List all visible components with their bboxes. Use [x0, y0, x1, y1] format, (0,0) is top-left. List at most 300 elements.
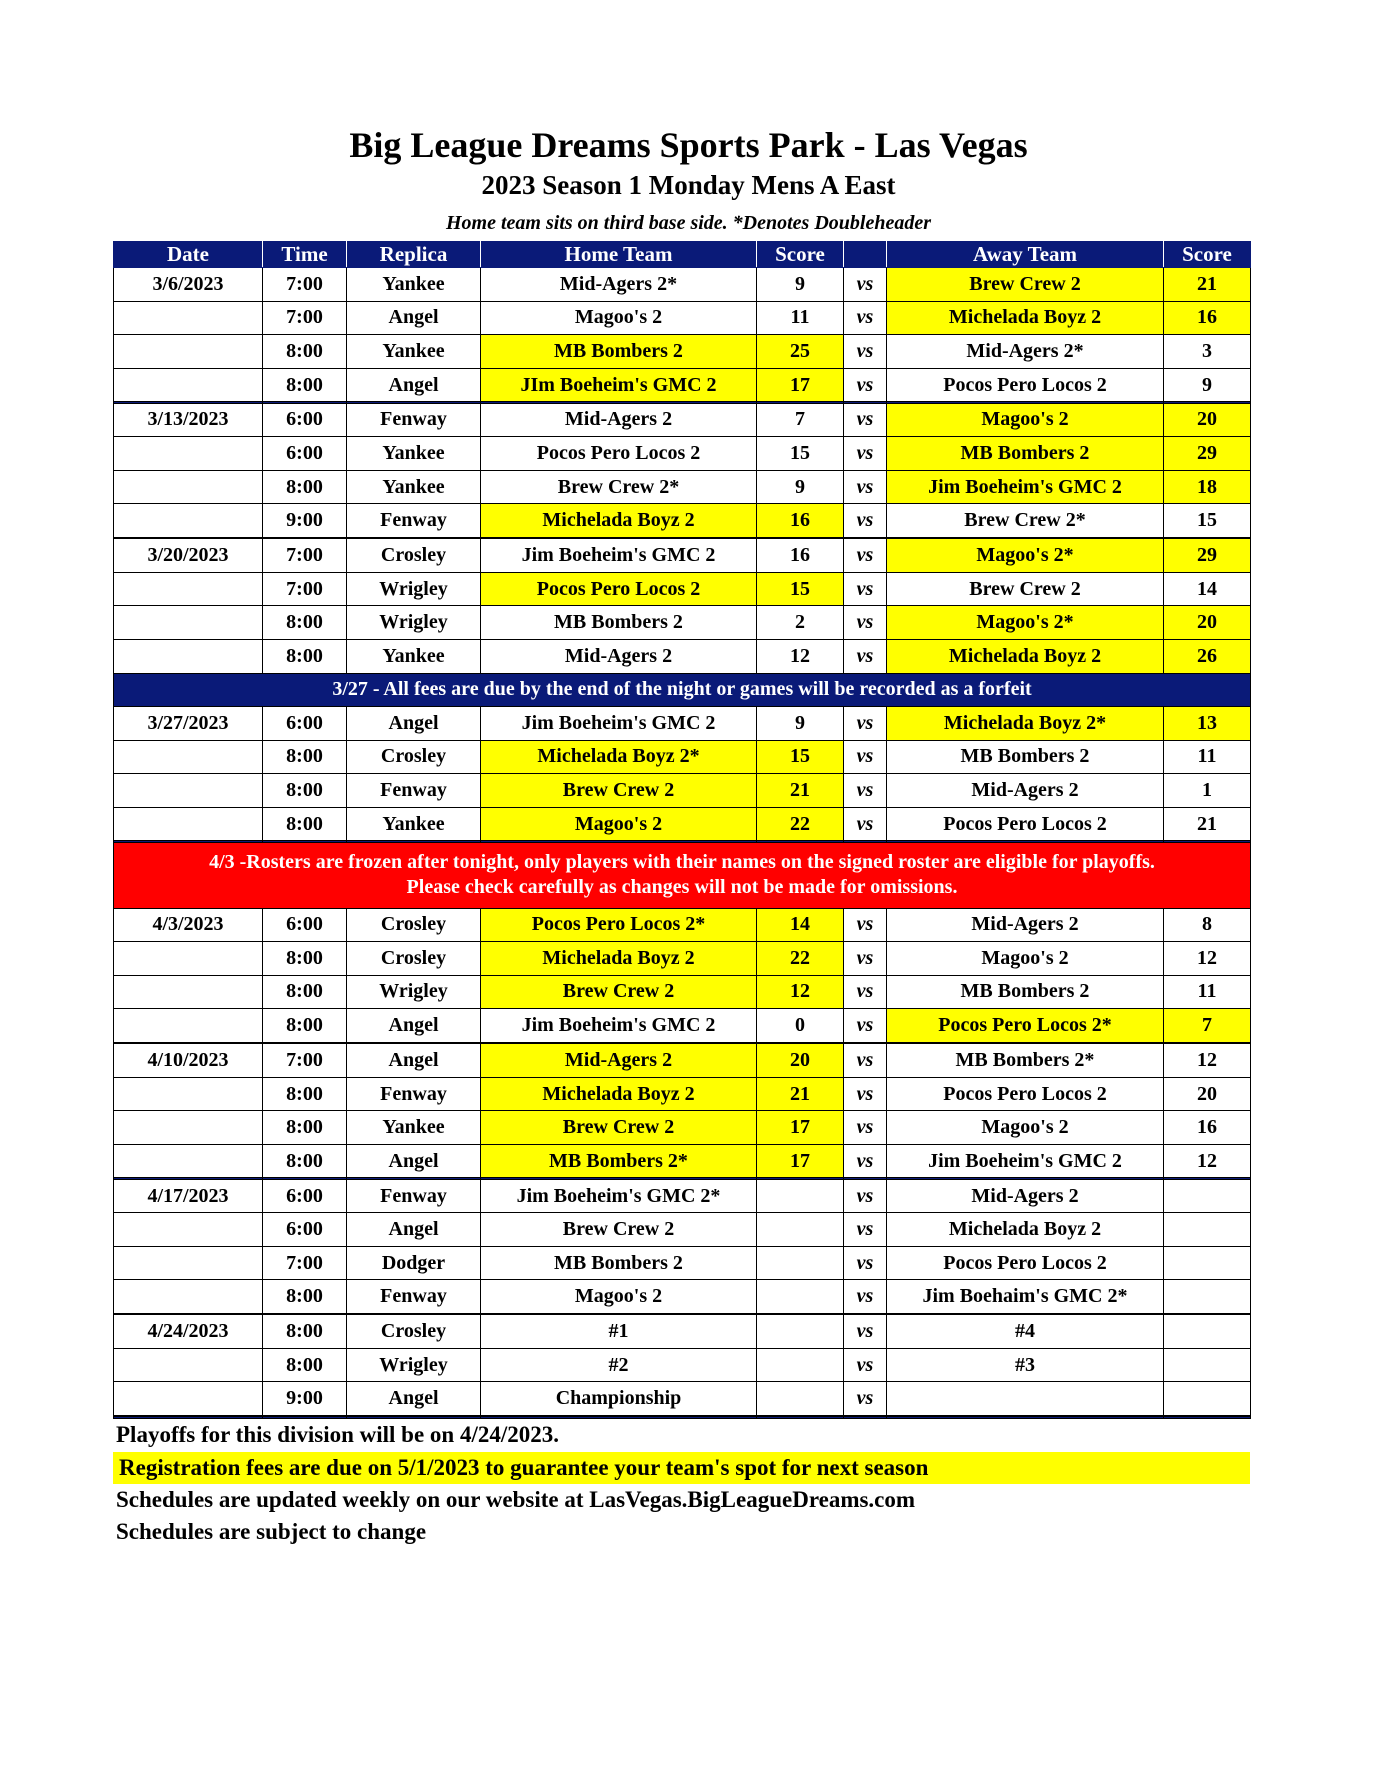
home-team: Michelada Boyz 2 — [481, 1077, 757, 1111]
footer-website: Schedules are updated weekly on our website at LasVegas.BigLeagueDreams.com — [116, 1487, 916, 1512]
away-team: MB Bombers 2 — [887, 437, 1164, 471]
away-team: Brew Crew 2* — [887, 504, 1164, 538]
away-score: 3 — [1164, 335, 1251, 369]
vs-label: vs — [844, 1246, 887, 1280]
away-team: Jim Boeheim's GMC 2 — [887, 1144, 1164, 1178]
vs-label: vs — [844, 1382, 887, 1416]
schedule-table — [113, 241, 1251, 1419]
away-team: MB Bombers 2 — [887, 740, 1164, 774]
home-team: #2 — [481, 1348, 757, 1382]
game-date: 3/20/2023 — [114, 539, 263, 573]
away-team: Brew Crew 2 — [887, 572, 1164, 606]
game-date: 4/17/2023 — [114, 1179, 263, 1213]
game-date: 4/24/2023 — [114, 1315, 263, 1349]
game-time: 8:00 — [263, 975, 347, 1009]
game-row — [114, 301, 1251, 335]
away-score: 29 — [1164, 539, 1251, 573]
col-header-away-score: Score — [1164, 242, 1251, 268]
away-score: 12 — [1164, 942, 1251, 976]
game-date — [114, 572, 263, 606]
field-replica: Crosley — [347, 740, 481, 774]
field-replica: Fenway — [347, 1179, 481, 1213]
game-time: 8:00 — [263, 774, 347, 808]
game-date — [114, 1144, 263, 1178]
game-row — [114, 1382, 1251, 1416]
home-score: 17 — [757, 1144, 844, 1178]
game-date — [114, 368, 263, 402]
game-date — [114, 1280, 263, 1314]
game-date — [114, 1077, 263, 1111]
col-header-home-team: Home Team — [481, 242, 757, 268]
vs-label: vs — [844, 301, 887, 335]
home-team: Brew Crew 2 — [481, 1111, 757, 1145]
vs-label: vs — [844, 403, 887, 437]
away-team: Magoo's 2* — [887, 606, 1164, 640]
field-replica: Yankee — [347, 437, 481, 471]
game-row — [114, 1044, 1251, 1078]
home-team: Brew Crew 2 — [481, 1213, 757, 1247]
home-team: #1 — [481, 1315, 757, 1349]
home-score: 22 — [757, 942, 844, 976]
game-date — [114, 942, 263, 976]
game-row — [114, 908, 1251, 942]
field-replica: Yankee — [347, 470, 481, 504]
home-score — [757, 1246, 844, 1280]
away-team: Pocos Pero Locos 2* — [887, 1009, 1164, 1043]
game-time: 8:00 — [263, 1077, 347, 1111]
page-subtitle: 2023 Season 1 Monday Mens A East — [481, 170, 896, 200]
home-score: 7 — [757, 403, 844, 437]
vs-label: vs — [844, 707, 887, 741]
field-replica: Angel — [347, 1044, 481, 1078]
game-date — [114, 639, 263, 673]
away-team: Pocos Pero Locos 2 — [887, 1077, 1164, 1111]
vs-label: vs — [844, 1044, 887, 1078]
game-date — [114, 1348, 263, 1382]
away-team: Michelada Boyz 2 — [887, 639, 1164, 673]
home-score — [757, 1179, 844, 1213]
field-replica: Yankee — [347, 639, 481, 673]
away-score: 16 — [1164, 1111, 1251, 1145]
game-row — [114, 807, 1251, 841]
vs-label: vs — [844, 975, 887, 1009]
game-time: 6:00 — [263, 403, 347, 437]
away-team: MB Bombers 2 — [887, 975, 1164, 1009]
field-replica: Crosley — [347, 942, 481, 976]
vs-label: vs — [844, 1348, 887, 1382]
field-replica: Fenway — [347, 1077, 481, 1111]
home-team: Mid-Agers 2 — [481, 639, 757, 673]
vs-label: vs — [844, 1144, 887, 1178]
empty-cell — [114, 1417, 263, 1419]
home-score — [757, 1348, 844, 1382]
away-team: Michelada Boyz 2* — [887, 707, 1164, 741]
game-date: 3/27/2023 — [114, 707, 263, 741]
away-team: Magoo's 2 — [887, 403, 1164, 437]
game-row — [114, 1144, 1251, 1178]
home-team: Brew Crew 2* — [481, 470, 757, 504]
away-team: Magoo's 2 — [887, 1111, 1164, 1145]
game-date — [114, 606, 263, 640]
roster-warning-line2: Please check carefully as changes will not be made for omissions. — [406, 876, 958, 899]
home-score: 25 — [757, 335, 844, 369]
home-team: Brew Crew 2 — [481, 774, 757, 808]
away-score: 29 — [1164, 437, 1251, 471]
game-date — [114, 1213, 263, 1247]
game-row — [114, 774, 1251, 808]
home-team: Magoo's 2 — [481, 1280, 757, 1314]
away-score — [1164, 1179, 1251, 1213]
home-score: 17 — [757, 368, 844, 402]
home-score: 11 — [757, 301, 844, 335]
empty-cell — [1164, 1417, 1251, 1419]
away-team: Magoo's 2 — [887, 942, 1164, 976]
home-team: MB Bombers 2 — [481, 335, 757, 369]
game-row — [114, 1179, 1251, 1213]
vs-label: vs — [844, 268, 887, 302]
away-team: Mid-Agers 2 — [887, 908, 1164, 942]
home-team: Magoo's 2 — [481, 807, 757, 841]
game-row — [114, 403, 1251, 437]
field-replica: Wrigley — [347, 606, 481, 640]
game-date — [114, 470, 263, 504]
schedule-body — [114, 268, 1251, 1419]
page-title: Big League Dreams Sports Park - Las Vegas — [349, 125, 1028, 165]
game-time: 8:00 — [263, 470, 347, 504]
game-row — [114, 975, 1251, 1009]
home-team: MB Bombers 2 — [481, 1246, 757, 1280]
game-row — [114, 335, 1251, 369]
field-replica: Wrigley — [347, 1348, 481, 1382]
game-time: 9:00 — [263, 504, 347, 538]
game-date — [114, 1246, 263, 1280]
home-score: 15 — [757, 437, 844, 471]
col-header-home-score: Score — [757, 242, 844, 268]
home-score: 21 — [757, 774, 844, 808]
col-header-away-team: Away Team — [887, 242, 1164, 268]
vs-label: vs — [844, 335, 887, 369]
vs-label: vs — [844, 606, 887, 640]
vs-label: vs — [844, 807, 887, 841]
vs-label: vs — [844, 639, 887, 673]
home-score — [757, 1213, 844, 1247]
field-replica: Angel — [347, 1009, 481, 1043]
field-replica: Fenway — [347, 774, 481, 808]
field-replica: Angel — [347, 1144, 481, 1178]
away-team: Michelada Boyz 2 — [887, 1213, 1164, 1247]
vs-label: vs — [844, 942, 887, 976]
away-score: 16 — [1164, 301, 1251, 335]
game-row — [114, 1315, 1251, 1349]
separator-row — [114, 1417, 1251, 1419]
home-team: Michelada Boyz 2* — [481, 740, 757, 774]
footer-registration: Registration fees are due on 5/1/2023 to guarantee your team's spot for next season — [113, 1452, 1250, 1484]
home-score: 12 — [757, 639, 844, 673]
vs-label: vs — [844, 470, 887, 504]
away-score: 1 — [1164, 774, 1251, 808]
vs-label: vs — [844, 1077, 887, 1111]
empty-cell — [347, 1417, 481, 1419]
game-time: 7:00 — [263, 1044, 347, 1078]
footer-playoffs: Playoffs for this division will be on 4/24/2023. — [116, 1422, 560, 1447]
game-date — [114, 1009, 263, 1043]
away-score: 18 — [1164, 470, 1251, 504]
vs-label: vs — [844, 1213, 887, 1247]
game-date — [114, 1382, 263, 1416]
game-time: 8:00 — [263, 1348, 347, 1382]
home-score: 20 — [757, 1044, 844, 1078]
game-row — [114, 539, 1251, 573]
home-score: 12 — [757, 975, 844, 1009]
away-score: 12 — [1164, 1144, 1251, 1178]
game-date — [114, 975, 263, 1009]
home-team: MB Bombers 2* — [481, 1144, 757, 1178]
field-replica: Crosley — [347, 1315, 481, 1349]
game-row — [114, 504, 1251, 538]
empty-cell — [263, 1417, 347, 1419]
field-replica: Angel — [347, 1382, 481, 1416]
game-time: 6:00 — [263, 908, 347, 942]
game-row — [114, 1213, 1251, 1247]
field-replica: Yankee — [347, 1111, 481, 1145]
game-row — [114, 1009, 1251, 1043]
away-team: Pocos Pero Locos 2 — [887, 368, 1164, 402]
home-team: Michelada Boyz 2 — [481, 504, 757, 538]
game-time: 8:00 — [263, 807, 347, 841]
home-score: 17 — [757, 1111, 844, 1145]
home-score — [757, 1315, 844, 1349]
game-date — [114, 504, 263, 538]
field-replica: Fenway — [347, 1280, 481, 1314]
home-team: Championship — [481, 1382, 757, 1416]
game-row — [114, 470, 1251, 504]
home-team: Jim Boeheim's GMC 2 — [481, 1009, 757, 1043]
home-team: Jim Boeheim's GMC 2 — [481, 539, 757, 573]
game-time: 8:00 — [263, 1111, 347, 1145]
home-score: 9 — [757, 470, 844, 504]
roster-warning-line1: 4/3 -Rosters are frozen after tonight, only players with their names on the signed roster are eligible for playoffs. — [209, 851, 1155, 874]
field-replica: Crosley — [347, 539, 481, 573]
game-date — [114, 335, 263, 369]
home-score — [757, 1382, 844, 1416]
home-team: JIm Boeheim's GMC 2 — [481, 368, 757, 402]
home-score: 21 — [757, 1077, 844, 1111]
vs-label: vs — [844, 539, 887, 573]
empty-cell — [757, 1417, 844, 1419]
field-replica: Angel — [347, 301, 481, 335]
home-score: 14 — [757, 908, 844, 942]
game-row — [114, 606, 1251, 640]
vs-label: vs — [844, 1280, 887, 1314]
game-row — [114, 1077, 1251, 1111]
game-date: 4/10/2023 — [114, 1044, 263, 1078]
field-replica: Angel — [347, 1213, 481, 1247]
game-date — [114, 774, 263, 808]
away-score — [1164, 1246, 1251, 1280]
away-team: #4 — [887, 1315, 1164, 1349]
home-team: MB Bombers 2 — [481, 606, 757, 640]
game-row — [114, 1111, 1251, 1145]
game-date — [114, 1111, 263, 1145]
field-replica: Yankee — [347, 807, 481, 841]
game-date — [114, 301, 263, 335]
away-team: Pocos Pero Locos 2 — [887, 1246, 1164, 1280]
footer-disclaimer: Schedules are subject to change — [116, 1519, 427, 1544]
away-team: Michelada Boyz 2 — [887, 301, 1164, 335]
game-row — [114, 1280, 1251, 1314]
away-team: Jim Boehaim's GMC 2* — [887, 1280, 1164, 1314]
vs-label: vs — [844, 908, 887, 942]
game-time: 6:00 — [263, 1179, 347, 1213]
home-team: Pocos Pero Locos 2 — [481, 572, 757, 606]
vs-label: vs — [844, 1111, 887, 1145]
game-row — [114, 1348, 1251, 1382]
away-score: 21 — [1164, 807, 1251, 841]
table-header-row — [114, 242, 1251, 268]
home-team: Jim Boeheim's GMC 2 — [481, 707, 757, 741]
game-time: 7:00 — [263, 301, 347, 335]
away-team: MB Bombers 2* — [887, 1044, 1164, 1078]
home-score: 15 — [757, 740, 844, 774]
empty-cell — [481, 1417, 757, 1419]
away-team: Mid-Agers 2* — [887, 335, 1164, 369]
vs-label: vs — [844, 504, 887, 538]
away-score: 7 — [1164, 1009, 1251, 1043]
game-time: 8:00 — [263, 1144, 347, 1178]
fee-notice: 3/27 - All fees are due by the end of the night or games will be recorded as a forfeit — [114, 673, 1251, 707]
col-header-date: Date — [114, 242, 263, 268]
field-replica: Wrigley — [347, 975, 481, 1009]
roster-warning-row — [114, 842, 1251, 908]
game-time: 8:00 — [263, 740, 347, 774]
vs-label: vs — [844, 1009, 887, 1043]
home-team: Pocos Pero Locos 2 — [481, 437, 757, 471]
col-header-vs — [844, 242, 887, 268]
col-header-time: Time — [263, 242, 347, 268]
header-note: Home team sits on third base side. *Denotes Doubleheader — [446, 212, 931, 234]
field-replica: Yankee — [347, 268, 481, 302]
field-replica: Wrigley — [347, 572, 481, 606]
game-time: 8:00 — [263, 1315, 347, 1349]
away-score: 13 — [1164, 707, 1251, 741]
home-score: 9 — [757, 268, 844, 302]
home-score: 2 — [757, 606, 844, 640]
vs-label: vs — [844, 740, 887, 774]
away-score: 26 — [1164, 639, 1251, 673]
away-score — [1164, 1315, 1251, 1349]
away-score: 11 — [1164, 975, 1251, 1009]
field-replica: Angel — [347, 707, 481, 741]
game-row — [114, 1246, 1251, 1280]
away-score: 14 — [1164, 572, 1251, 606]
home-score: 22 — [757, 807, 844, 841]
away-team — [887, 1382, 1164, 1416]
away-score: 20 — [1164, 606, 1251, 640]
game-time: 8:00 — [263, 942, 347, 976]
game-time: 7:00 — [263, 268, 347, 302]
away-team: Mid-Agers 2 — [887, 1179, 1164, 1213]
game-row — [114, 639, 1251, 673]
away-team: Jim Boeheim's GMC 2 — [887, 470, 1164, 504]
home-score: 16 — [757, 539, 844, 573]
home-team: Mid-Agers 2 — [481, 1044, 757, 1078]
field-replica: Crosley — [347, 908, 481, 942]
away-team: #3 — [887, 1348, 1164, 1382]
col-header-replica: Replica — [347, 242, 481, 268]
game-time: 7:00 — [263, 572, 347, 606]
game-row — [114, 740, 1251, 774]
home-score: 9 — [757, 707, 844, 741]
home-team: Pocos Pero Locos 2* — [481, 908, 757, 942]
vs-label: vs — [844, 572, 887, 606]
field-replica: Yankee — [347, 335, 481, 369]
game-time: 8:00 — [263, 368, 347, 402]
empty-cell — [887, 1417, 1164, 1419]
away-score — [1164, 1348, 1251, 1382]
game-time: 8:00 — [263, 1009, 347, 1043]
game-row — [114, 707, 1251, 741]
game-time: 6:00 — [263, 707, 347, 741]
home-team: Mid-Agers 2* — [481, 268, 757, 302]
game-time: 6:00 — [263, 437, 347, 471]
home-team: Brew Crew 2 — [481, 975, 757, 1009]
away-score: 9 — [1164, 368, 1251, 402]
home-team: Michelada Boyz 2 — [481, 942, 757, 976]
home-team: Magoo's 2 — [481, 301, 757, 335]
game-time: 8:00 — [263, 1280, 347, 1314]
away-score — [1164, 1280, 1251, 1314]
game-time: 7:00 — [263, 1246, 347, 1280]
roster-warning — [114, 842, 1251, 908]
away-score: 8 — [1164, 908, 1251, 942]
vs-label: vs — [844, 774, 887, 808]
game-time: 8:00 — [263, 606, 347, 640]
away-score: 20 — [1164, 1077, 1251, 1111]
field-replica: Angel — [347, 368, 481, 402]
home-score: 15 — [757, 572, 844, 606]
game-row — [114, 368, 1251, 402]
game-row — [114, 437, 1251, 471]
field-replica: Fenway — [347, 504, 481, 538]
game-date: 3/13/2023 — [114, 403, 263, 437]
game-date — [114, 740, 263, 774]
home-team: Mid-Agers 2 — [481, 403, 757, 437]
away-team: Pocos Pero Locos 2 — [887, 807, 1164, 841]
away-team: Brew Crew 2 — [887, 268, 1164, 302]
fee-notice-row — [114, 673, 1251, 707]
vs-label: vs — [844, 437, 887, 471]
home-score: 16 — [757, 504, 844, 538]
away-score — [1164, 1213, 1251, 1247]
away-score: 11 — [1164, 740, 1251, 774]
field-replica: Dodger — [347, 1246, 481, 1280]
field-replica: Fenway — [347, 403, 481, 437]
game-time: 6:00 — [263, 1213, 347, 1247]
game-row — [114, 268, 1251, 302]
away-score: 15 — [1164, 504, 1251, 538]
game-date — [114, 437, 263, 471]
away-team: Mid-Agers 2 — [887, 774, 1164, 808]
vs-label: vs — [844, 1179, 887, 1213]
game-row — [114, 942, 1251, 976]
game-row — [114, 572, 1251, 606]
away-team: Magoo's 2* — [887, 539, 1164, 573]
away-score — [1164, 1382, 1251, 1416]
game-time: 9:00 — [263, 1382, 347, 1416]
game-time: 8:00 — [263, 335, 347, 369]
home-score: 0 — [757, 1009, 844, 1043]
game-date — [114, 807, 263, 841]
